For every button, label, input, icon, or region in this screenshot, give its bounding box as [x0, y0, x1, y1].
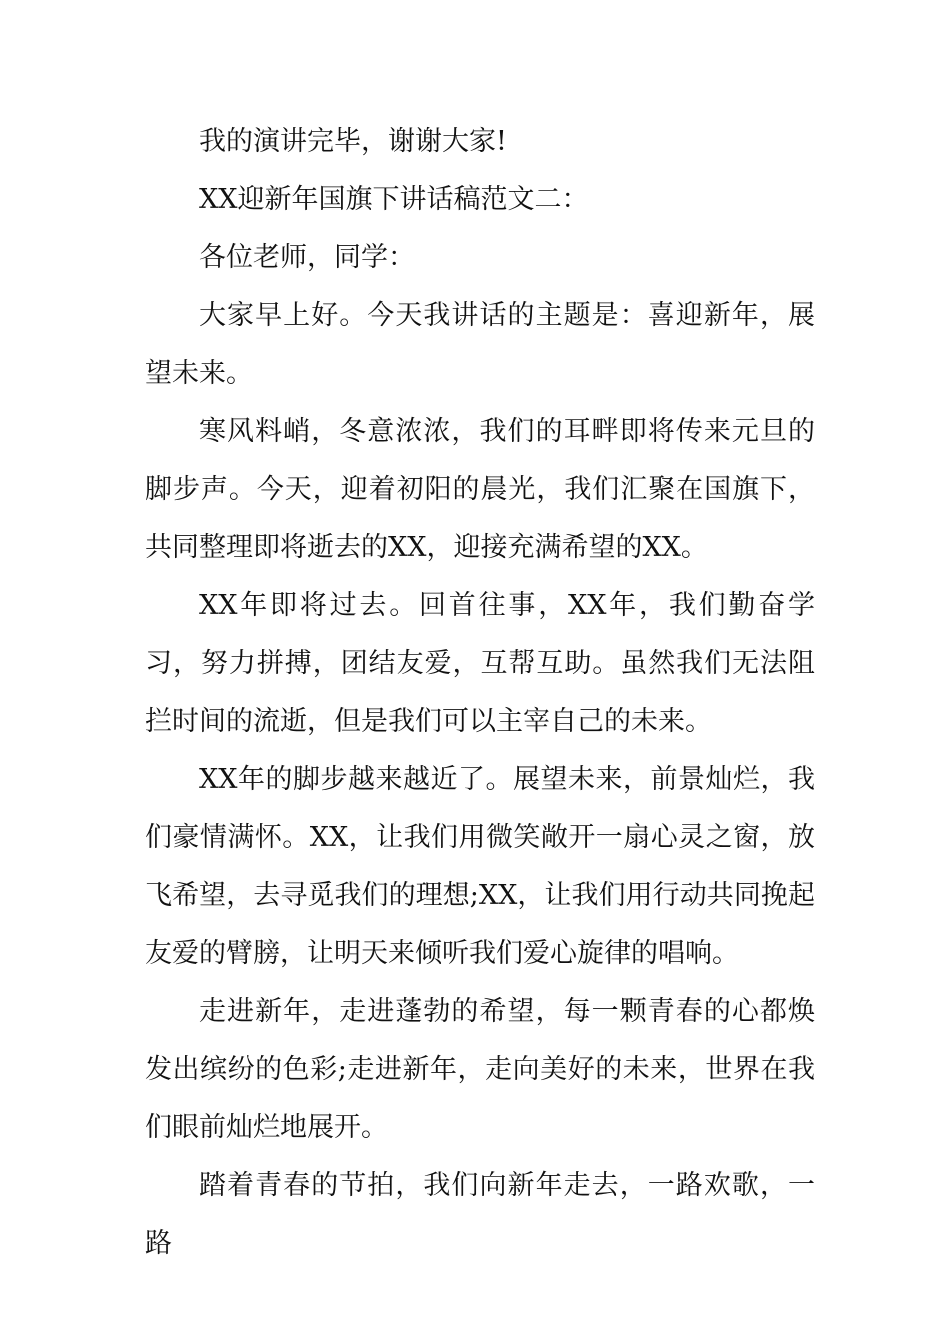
paragraph-body-3: XX年的脚步越来越近了。展望未来，前景灿烂，我们豪情满怀。XX，让我们用微笑敞开一扇心灵之窗，放飞希望，去寻觅我们的理想;XX，让我们用行动共同挽起友爱的臂膀，让明天来倾听我们爱心旋律的唱响。	[145, 764, 815, 969]
paragraph-greeting: 大家早上好。今天我讲话的主题是：喜迎新年，展望未来。	[145, 300, 815, 389]
paragraph-body-4: 走进新年，走进蓬勃的希望，每一颗青春的心都焕发出缤纷的色彩;走进新年，走向美好的未来，世界在我们眼前灿烂地展开。	[145, 996, 815, 1143]
paragraph-title: XX迎新年国旗下讲话稿范文二：	[199, 184, 589, 215]
paragraph-body-1: 寒风料峭，冬意浓浓，我们的耳畔即将传来元旦的脚步声。今天，迎着初阳的晨光，我们汇聚在国旗下，共同整理即将逝去的XX，迎接充满希望的XX。	[145, 416, 815, 563]
paragraph-closing: 我的演讲完毕，谢谢大家!	[199, 126, 507, 157]
paragraph-body-5: 踏着青春的节拍，我们向新年走去，一路欢歌，一路	[145, 1170, 815, 1259]
paragraph-body-2: XX年即将过去。回首往事，XX年，我们勤奋学习，努力拼搏，团结友爱，互帮互助。虽然我们无法阻拦时间的流逝，但是我们可以主宰自己的未来。	[145, 590, 815, 737]
paragraph-salutation: 各位老师，同学：	[199, 242, 415, 273]
